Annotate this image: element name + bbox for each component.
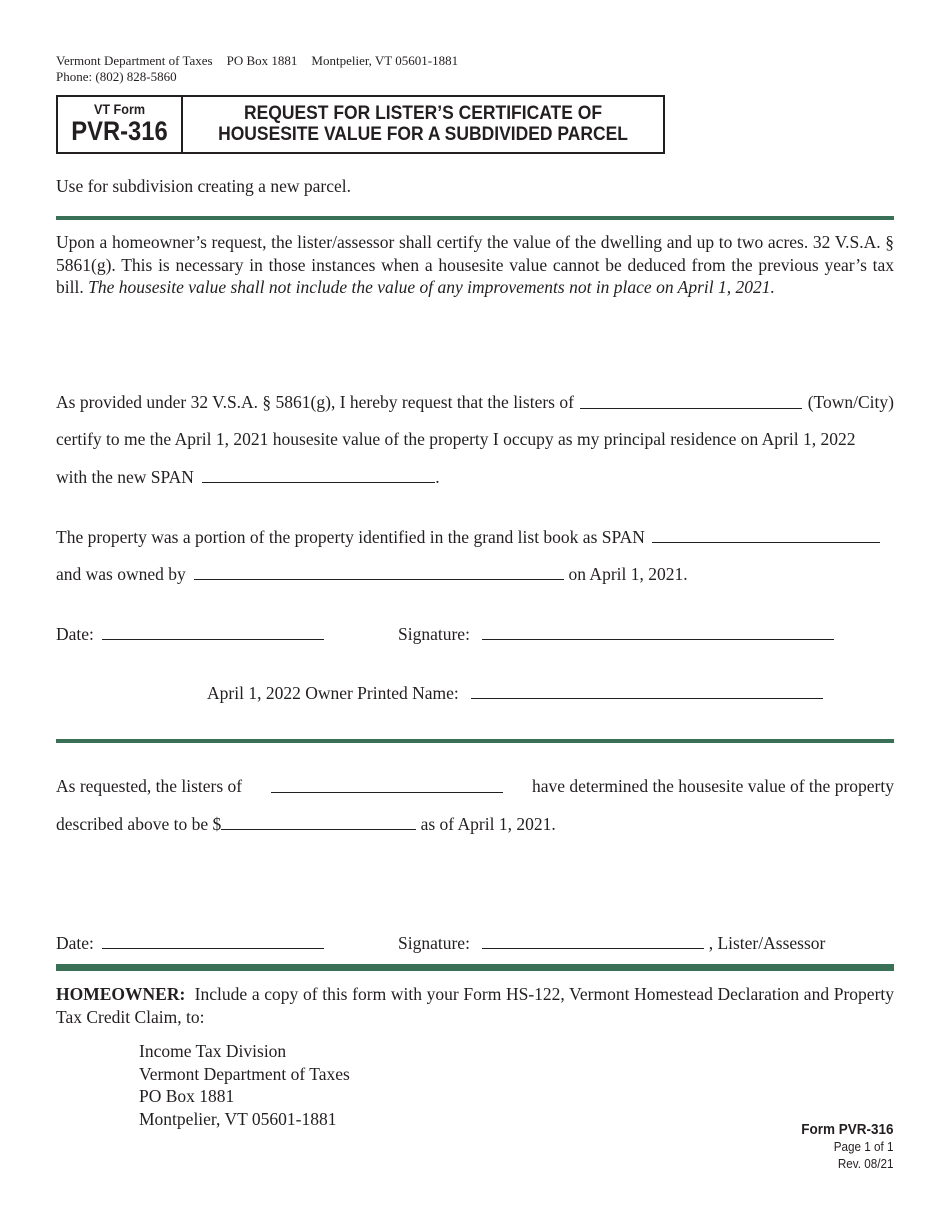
lister-date-field[interactable]	[102, 932, 324, 949]
vt-form-label: VT Form	[93, 101, 146, 117]
lister-signature-label: Signature:	[398, 933, 470, 953]
lister-line1-end: have determined the housesite value of the property	[531, 776, 894, 796]
form-title	[183, 97, 663, 152]
mailing-address	[139, 1040, 350, 1130]
request-line-1	[56, 392, 894, 413]
request-line-2: certify to me the April 1, 2021 housesite value of the property I occupy as my principal residence on April 1, 2022	[56, 429, 856, 449]
owner-signature-field[interactable]	[482, 623, 834, 640]
request-line5-start: and was owned by	[56, 564, 186, 584]
divider-middle	[56, 739, 894, 743]
lister-line2-start: described above to be $	[56, 814, 222, 834]
po-box: PO Box 1881	[226, 53, 298, 68]
address-line4: Montpelier, VT 05601-1881	[139, 1108, 337, 1129]
housesite-value-field[interactable]	[221, 813, 416, 830]
address-line3: PO Box 1881	[139, 1086, 235, 1106]
divider-top	[56, 216, 894, 220]
request-line3-start: with the new SPAN	[56, 467, 194, 487]
lister-line-1	[56, 776, 894, 797]
request-line-3	[56, 466, 894, 488]
town-city-field[interactable]	[580, 392, 802, 409]
department-name: Vermont Department of Taxes	[56, 53, 213, 68]
intro-italic-note: The housesite value shall not include the value of any improvements not in place on April 1, 2021.	[88, 277, 775, 297]
lister-signature-field[interactable]	[482, 932, 704, 949]
footer-page: Page 1 of 1	[834, 1139, 894, 1154]
intro-paragraph	[56, 231, 894, 299]
homeowner-note	[56, 983, 894, 1028]
lister-signature-row	[398, 932, 825, 954]
request-line4: The property was a portion of the property identified in the grand list book as SPAN	[56, 527, 645, 547]
address-line1: Income Tax Division	[139, 1041, 287, 1061]
form-id-cell	[58, 97, 183, 152]
owned-by-field[interactable]	[194, 563, 564, 580]
request-line1-start: As provided under 32 V.S.A. § 5861(g), I hereby request that the listers of	[56, 392, 574, 412]
form-title-box	[56, 95, 665, 154]
lister-town-field[interactable]	[271, 776, 503, 793]
use-note: Use for subdivision creating a new parcel.	[56, 176, 351, 196]
owner-signature-label: Signature:	[398, 624, 470, 644]
form-title-line2: HOUSESITE VALUE FOR A SUBDIVIDED PARCEL	[218, 124, 628, 145]
divider-bottom	[56, 964, 894, 971]
owner-date-label: Date:	[56, 624, 94, 644]
owner-date-row	[56, 623, 324, 645]
address-line2: Vermont Department of Taxes	[139, 1063, 350, 1084]
lister-line-2	[56, 813, 894, 835]
footer-rev: Rev. 08/21	[838, 1156, 894, 1171]
request-line-4	[56, 526, 894, 548]
lister-date-label: Date:	[56, 933, 94, 953]
form-number: PVR-316	[71, 116, 168, 146]
owner-date-field[interactable]	[102, 623, 324, 640]
footer-form-info	[791, 1121, 894, 1172]
phone: Phone: (802) 828-5860	[56, 69, 177, 84]
original-span-field[interactable]	[652, 526, 880, 543]
request-line3-end: .	[435, 467, 440, 487]
lister-date-row	[56, 932, 324, 954]
homeowner-label: HOMEOWNER:	[56, 984, 186, 1004]
lister-title-suffix: , Lister/Assessor	[708, 933, 826, 953]
owner-printed-name-field[interactable]	[471, 682, 823, 699]
homeowner-text: Include a copy of this form with your Form HS-122, Vermont Homestead Declaration and Property Tax Credit Claim, to:	[56, 984, 895, 1027]
footer-form-name: Form PVR-316	[801, 1121, 894, 1138]
form-title-line1: REQUEST FOR LISTER’S CERTIFICATE OF	[243, 103, 603, 124]
lister-line1-start: As requested, the listers of	[56, 776, 243, 796]
city-address: Montpelier, VT 05601-1881	[311, 53, 459, 68]
intro-text: Upon a homeowner’s request, the lister/assessor shall certify the value of the dwelling and up to two acres. 32 V.S.A. § 5861(g). This is necessary in those instances when a housesite value cannot be deduced from the previous year’s tax bill.	[56, 232, 894, 297]
department-header	[56, 53, 472, 85]
new-span-field[interactable]	[202, 466, 435, 483]
owner-printed-name-label: April 1, 2022 Owner Printed Name:	[207, 683, 459, 703]
owner-printed-name-row	[207, 682, 823, 704]
request-line1-end: (Town/City)	[807, 392, 894, 412]
request-line5-end: on April 1, 2021.	[568, 564, 688, 584]
lister-line2-end: as of April 1, 2021.	[420, 814, 556, 834]
owner-signature-row	[398, 623, 834, 645]
request-line-5	[56, 563, 894, 585]
